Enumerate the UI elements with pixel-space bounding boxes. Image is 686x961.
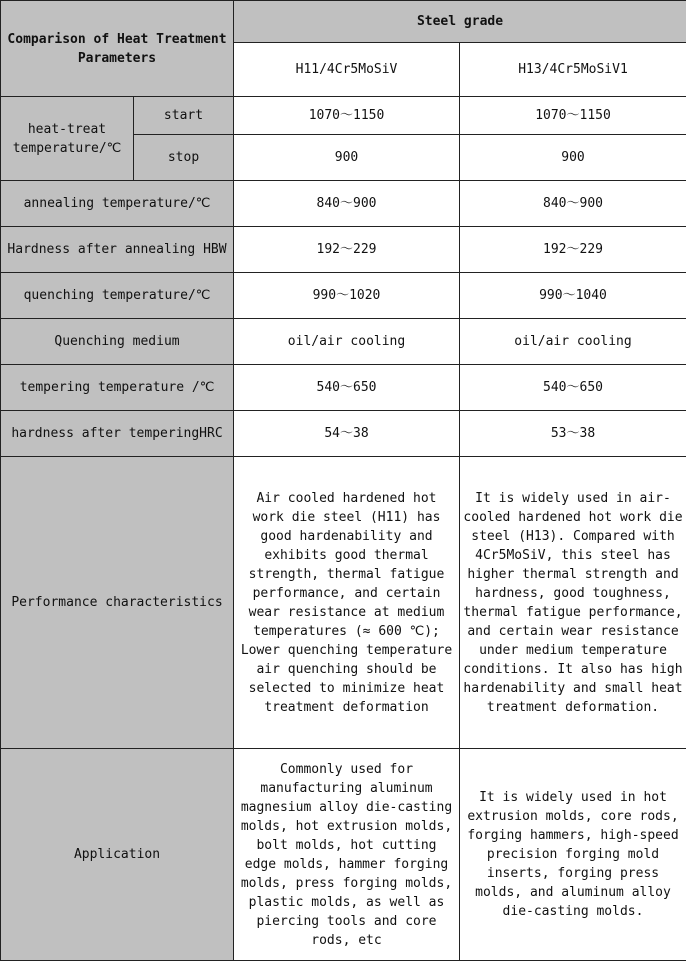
- row-label-tempering-temp: tempering temperature /℃: [1, 365, 234, 411]
- row-label-performance: Performance characteristics: [1, 457, 234, 749]
- cell-medium-h13: oil/air cooling: [460, 319, 686, 365]
- row-label-hardness-tempering: hardness after temperingHRC: [1, 411, 234, 457]
- cell-quenching-h11: 990～1020: [234, 273, 460, 319]
- row-label-quenching-medium: Quenching medium: [1, 319, 234, 365]
- cell-performance-h13: It is widely used in air-cooled hardened hot work die steel (H13). Compared with 4Cr5MoSiV, this steel has higher thermal strength and hardness, good toughness, thermal fatigue performance, and certain wear resistance under medium temperature conditions. It also has high hardenability and small heat treatment deformation.: [460, 457, 686, 749]
- cell-stop-h13: 900: [460, 135, 686, 181]
- cell-stop-h11: 900: [234, 135, 460, 181]
- row-sublabel-stop: stop: [134, 135, 234, 181]
- table-title: Comparison of Heat Treatment Parameters: [1, 1, 234, 97]
- cell-tempering-h11: 540～650: [234, 365, 460, 411]
- cell-annealing-h13: 840～900: [460, 181, 686, 227]
- row-label-heat-treat: heat-treat temperature/℃: [1, 97, 134, 181]
- column-header-h11: H11/4Cr5MoSiV: [234, 43, 460, 97]
- cell-annealing-h11: 840～900: [234, 181, 460, 227]
- cell-hardness-tempering-h13: 53～38: [460, 411, 686, 457]
- cell-tempering-h13: 540～650: [460, 365, 686, 411]
- row-sublabel-start: start: [134, 97, 234, 135]
- cell-performance-h11: Air cooled hardened hot work die steel (H11) has good hardenability and exhibits good thermal strength, thermal fatigue performance, and certain wear resistance at medium temperatures (≈ 600 ℃); Lower quenching temperature air quenching should be selected to minimize heat treatment deformation: [234, 457, 460, 749]
- steel-grade-header: Steel grade: [234, 1, 686, 43]
- cell-hardness-annealing-h13: 192～229: [460, 227, 686, 273]
- row-label-hardness-annealing: Hardness after annealing HBW: [1, 227, 234, 273]
- row-label-quenching-temp: quenching temperature/℃: [1, 273, 234, 319]
- cell-medium-h11: oil/air cooling: [234, 319, 460, 365]
- row-label-application: Application: [1, 749, 234, 961]
- cell-application-h13: It is widely used in hot extrusion molds, core rods, forging hammers, high-speed precision forging mold inserts, forging press molds, and aluminum alloy die-casting molds.: [460, 749, 686, 961]
- cell-start-h11: 1070～1150: [234, 97, 460, 135]
- cell-hardness-tempering-h11: 54～38: [234, 411, 460, 457]
- column-header-h13: H13/4Cr5MoSiV1: [460, 43, 686, 97]
- cell-hardness-annealing-h11: 192～229: [234, 227, 460, 273]
- cell-quenching-h13: 990～1040: [460, 273, 686, 319]
- cell-start-h13: 1070～1150: [460, 97, 686, 135]
- cell-application-h11: Commonly used for manufacturing aluminum magnesium alloy die-casting molds, hot extrusion molds, bolt molds, hot cutting edge molds, hammer forging molds, press forging molds, plastic molds, as well as piercing tools and core rods, etc: [234, 749, 460, 961]
- row-label-annealing-temp: annealing temperature/℃: [1, 181, 234, 227]
